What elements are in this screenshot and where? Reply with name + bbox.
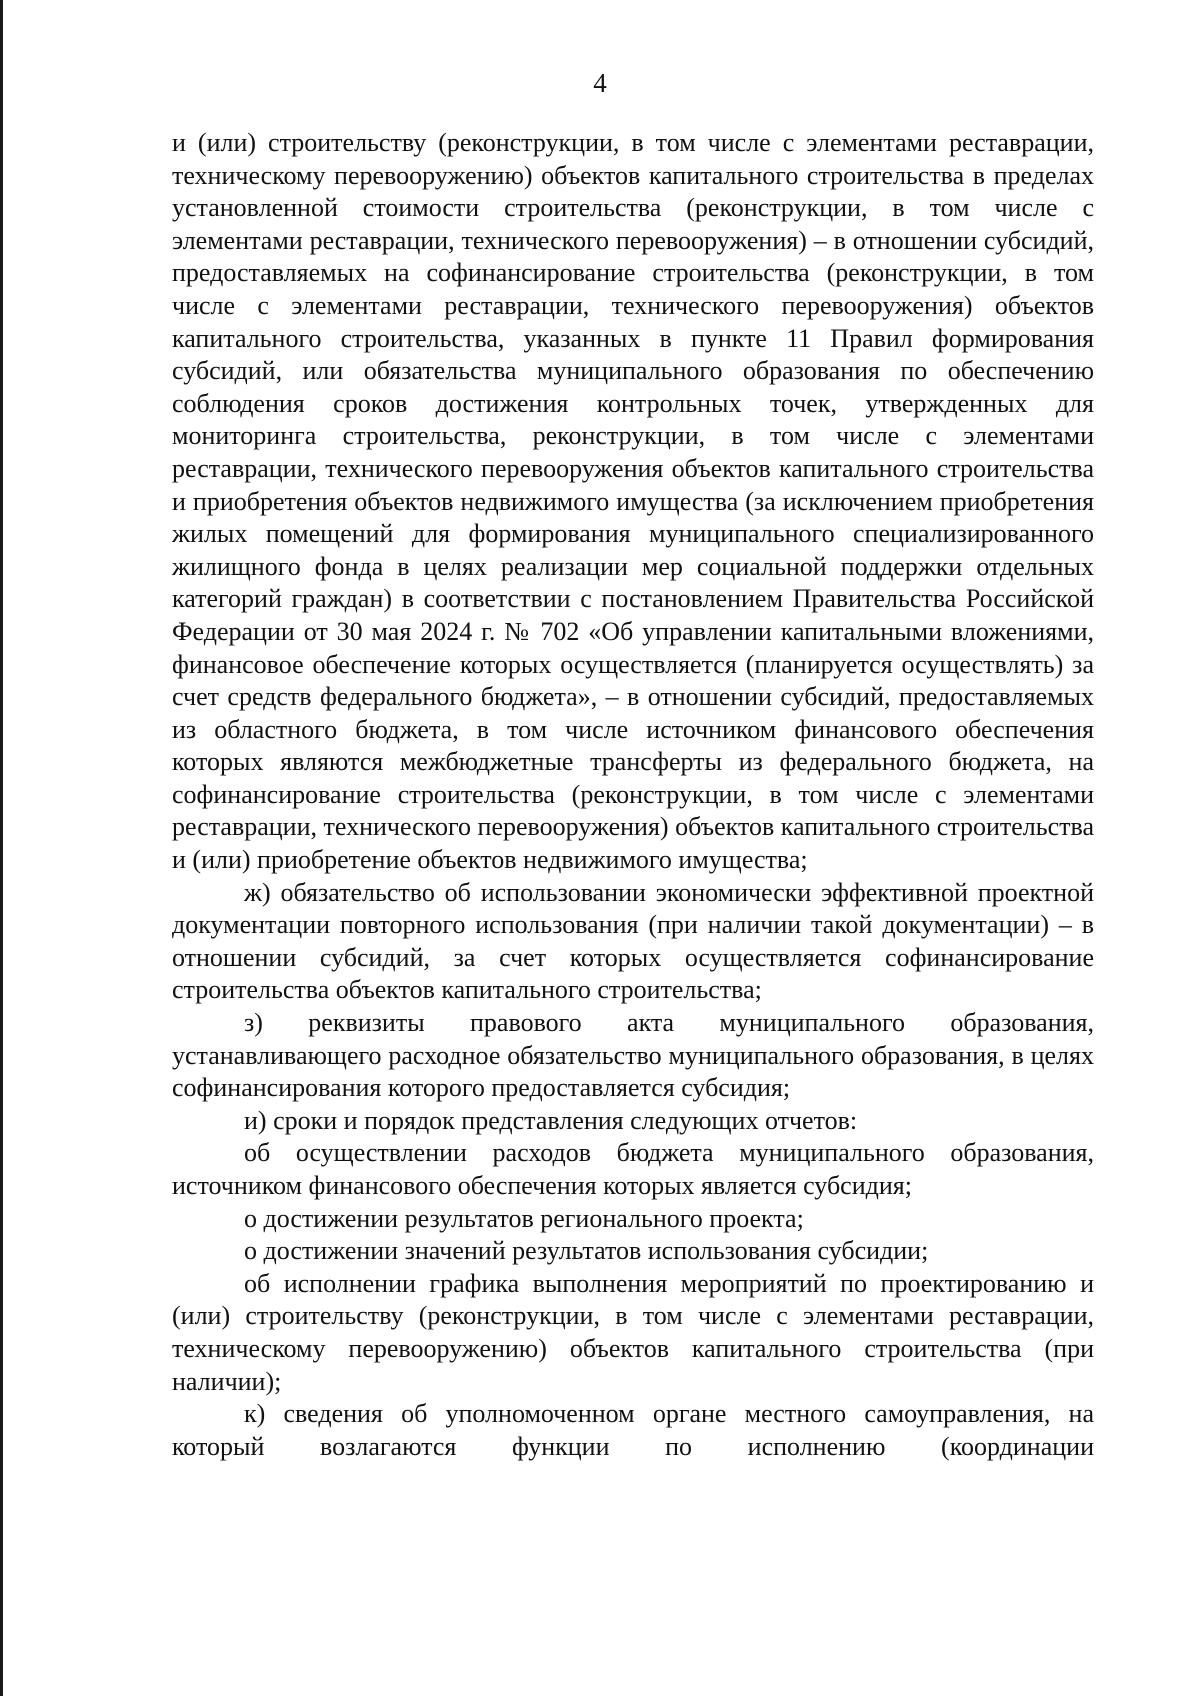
- paragraph-i: и) сроки и порядок представления следующих отчетов:: [244, 1105, 858, 1135]
- document-body: [172, 127, 1094, 1463]
- report-item-expenses: об осуществлении расходов бюджета муниципального образования, источником финансового обеспечения которых является субсидия;: [172, 1138, 1094, 1200]
- report-item-project-results: о достижении результатов регионального проекта;: [244, 1203, 804, 1233]
- paragraph-k: к) сведения об уполномоченном органе местного самоуправления, на который возлагаются функции по исполнению (координации: [172, 1399, 1094, 1461]
- paragraph-1: и (или) строительству (реконструкции, в том числе с элементами реставрации, техническому перевооружению) объектов капитального строительства в пределах установленной стоимости строительства (реконструкции, в том числе с элементами реставрации, технического перевооружения) – в отношении субсидий, предоставляемых на софинансирование строительства (реконструкции, в том числе с элементами реставрации, технического перевооружения) объектов капитального строительства, указанных в пункте 11 Правил формирования субсидий, или обязательства муниципального образования по обеспечению соблюдения сроков достижения контрольных точек, утвержденных для мониторинга строительства, реконструкции, в том числе с элементами реставрации, технического перевооружения объектов капитального строительства и приобретения объектов недвижимого имущества (за исключением приобретения жилых помещений для формирования муниципального специализированного жилищного фонда в целях реализации мер социальной поддержки отдельных категорий граждан) в соответствии с постановлением Правительства Российской Федерации от 30 мая 2024 г. № 702 «Об управлении капитальными вложениями, финансовое обеспечение которых осуществляется (планируется осуществлять) за счет средств федерального бюджета», – в отношении субсидий, предоставляемых из областного бюджета, в том числе источником финансового обеспечения которых являются межбюджетные трансферты из федерального бюджета, на софинансирование строительства (реконструкции, в том числе с элементами реставрации, технического перевооружения) объектов капитального строительства и (или) приобретение объектов недвижимого имущества;: [172, 128, 1094, 875]
- report-item-schedule: об исполнении графика выполнения мероприятий по проектированию и (или) строительству (реконструкции, в том числе с элементами реставрации, техническому перевооружению) объектов капитального строительства (при наличии);: [172, 1268, 1094, 1396]
- scan-edge: [0, 0, 3, 1696]
- page-number: 4: [593, 68, 607, 98]
- paragraph-zh: ж) обязательство об использовании экономически эффективной проектной документации повторного использования (при наличии такой документации) – в отношении субсидий, за счет которых осуществляется софинансирование строительства объектов капитального строительства;: [172, 877, 1094, 1005]
- report-item-subsidy-results: о достижении значений результатов использования субсидии;: [244, 1236, 929, 1266]
- paragraph-z: з) реквизиты правового акта муниципального образования, устанавливающего расходное обязательство муниципального образования, в целях софинансирования которого предоставляется субсидия;: [172, 1008, 1094, 1103]
